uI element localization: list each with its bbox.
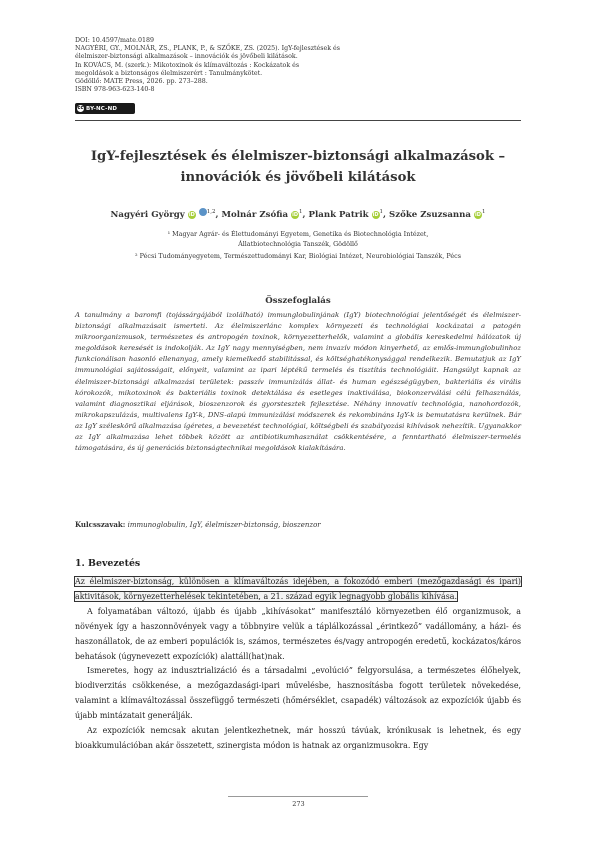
author-name: Nagyéri György — [110, 210, 185, 220]
citation-line: In KOVÁCS, M. (szerk.): Mikotoxinok és klímaváltozás : Kockázatok és — [75, 61, 300, 69]
paragraph: Ismeretes, hogy az indusztrializáció és a társadalmi „evolúció” felgyorsulása, a természetes élőhelyek, biodiverzitás csökkenése, a mezőgazdasági-ipari művelésbe, hasznosításba fogott területek növekedése, valamint a klímaváltozással összefüggő természeti (hőmérséklet, csapadék) változások az expozíciók újabb és újabb mintázatait generálják. — [75, 666, 521, 721]
affiliation-2: ² Pécsi Tudományegyetem, Természettudományi Kar, Biológiai Intézet, Neurobiológiai Tanszék, Pécs — [135, 252, 461, 260]
affiliation-1-line-1: ¹ Magyar Agrár- és Élettudományi Egyetem, Genetika és Biotechnológia Intézet, — [167, 230, 429, 238]
citation-line: Gödöllő: MATE Press, 2026. pp. 273–288. — [75, 78, 208, 86]
author-name: , Szőke Zsuzsanna — [383, 210, 471, 220]
paper-title — [75, 146, 521, 188]
isbn-line: ISBN 978-963-623-140-8 — [75, 86, 155, 94]
paragraph — [75, 575, 521, 605]
citation-block — [75, 37, 515, 94]
keywords — [75, 520, 521, 529]
author-name: , Molnár Zsófia — [215, 210, 289, 220]
citation-line: NAGYÉRI, GY., MOLNÁR, ZS., PLANK, P., & SZŐKE, ZS. (2025). IgY-fejlesztések és — [75, 45, 341, 53]
title-line-2: innovációk és jövőbeli kilátások — [180, 170, 416, 185]
section-body — [75, 575, 521, 754]
cc-icon: cc — [77, 105, 84, 111]
cc-license-badge[interactable] — [75, 103, 135, 114]
paragraph: A folyamatában változó, újabb és újabb „kihívásokat” manifesztáló környezetben élő organizmusok, a növények így a haszonnövények vagy a többnyire velük a táplálkozással „érintkező” vadállomány, a házi- és haszonállatok, de az emberi populációk is, számos, természetes és/vagy antropogén eredetű, kockázatos/káros behatások (úgynevezett expozíciók) alattáll(hat)nak. — [75, 606, 521, 661]
section-title: 1. Bevezetés — [75, 558, 141, 569]
affiliation-1-line-2: Állatbiotechnológia Tanszék, Gödöllő — [238, 240, 358, 248]
header-divider — [75, 120, 521, 121]
author-name: , Plank Patrik — [302, 210, 369, 220]
globe-icon[interactable] — [199, 208, 207, 216]
affiliation-sup: 1 — [299, 209, 303, 216]
orcid-icon[interactable]: iD — [292, 212, 298, 218]
footer-divider — [228, 796, 368, 797]
affiliation-sup: 1,2 — [206, 209, 216, 216]
citation-line: megoldások a biztonságos élelmiszerért : Tanulmánykötet. — [75, 69, 263, 77]
abstract-heading: Összefoglalás — [265, 296, 331, 306]
selected-text[interactable]: Az élelmiszer-biztonság, különösen a klímaváltozás idejében, a fokozódó emberi (mezőgazdasági és ipari) aktivitások, környezetterhelések tekintetében, a 21. század egyik legnagyobb globális kihívása. — [75, 577, 521, 601]
orcid-icon[interactable]: iD — [372, 212, 379, 218]
keywords-label: Kulcsszavak: — [75, 520, 126, 529]
doi-line[interactable]: DOI: 10.4597/mate.0189 — [75, 37, 154, 44]
affiliation-sup: 1 — [481, 209, 486, 216]
author-list — [75, 208, 521, 220]
license-label: BY-NC-ND — [86, 105, 118, 112]
citation-line: élelmiszer-biztonsági alkalmazások – innovációk és jövőbeli kilátások. — [75, 53, 298, 61]
orcid-icon[interactable]: iD — [475, 212, 481, 218]
paragraph: Az expozíciók nemcsak akutan jelentkezhetnek, már hosszú távúak, krónikusak is lehetnek, és egy bioakkumulációban akár összetett, szinergista módon is hatnak az organizmusokra. Egy — [75, 726, 521, 750]
abstract-text: A tanulmány a baromfi (tojássárgájából izolálható) immunglobulinjának (IgY) biotechnológiai jelentőségét és élelmiszer-biztonsági alkalmazásait ismerteti. Az élelmiszerlánc komplex környezeti és technológiai kockázatai a patogén mikroorganizmusok, természetes és antropogén toxinok, környezetterhelők, valamint a globális kereskedelmi hálózatok új megoldások keresését is indokolják. Az IgY nagy mennyiségben, nem invazív módon kinyerhető, az emlős-immunglobulinhoz funkcionálisan hasonló ellenanyag, amely kiemelkedő stabilitással, és költséghatékonysággal rendelkezik. Bemutatjuk az IgY immunológiai sajátosságait, előnyeit, valamint az ipari léptékű termelés és tisztítás technológiáit. Hangsúlyt kapnak az élelmiszer-biztonsági alkalmazási területek: passzív immunizálás állat- és human egészségügyben, bakteriális és virális kórokozók, mikotoxinok és bakteriális toxinok detektálása és esetleges inaktiválása, biokonzerválási célú felhasználás, valamint diagnosztikai eljárások, bioszenzorok és gyorstesztek fejlesztése. Néhány innovatív technológia, nanohordozók, mikrokapszulázás, multivalens IgY-k, DNS-alapú immunizálási módszerek és rekombináns IgY-k is bemutatásra kerülnek. Bár az IgY széleskörű alkalmazása ígéretes, a bevezetést technológiai, költségbeli és szabályozási kihívások nehezítik. Ugyanakkor az IgY alkalmazása lehet többek között az antibiotikumhasználat csökkentésére, a fenntartható élelmiszer-termelés támogatására, és új generációs biztonságtechnikai megoldások kialakítására. — [75, 311, 521, 453]
page-number: 273 — [292, 800, 305, 808]
title-line-1: IgY-fejlesztések és élelmiszer-biztonsági alkalmazások – — [90, 149, 506, 164]
keywords-list: immunoglobulin, IgY, élelmiszer-biztonság, bioszenzor — [125, 521, 321, 529]
affiliation-sup: 1 — [379, 209, 384, 216]
orcid-icon[interactable]: iD — [188, 212, 195, 218]
